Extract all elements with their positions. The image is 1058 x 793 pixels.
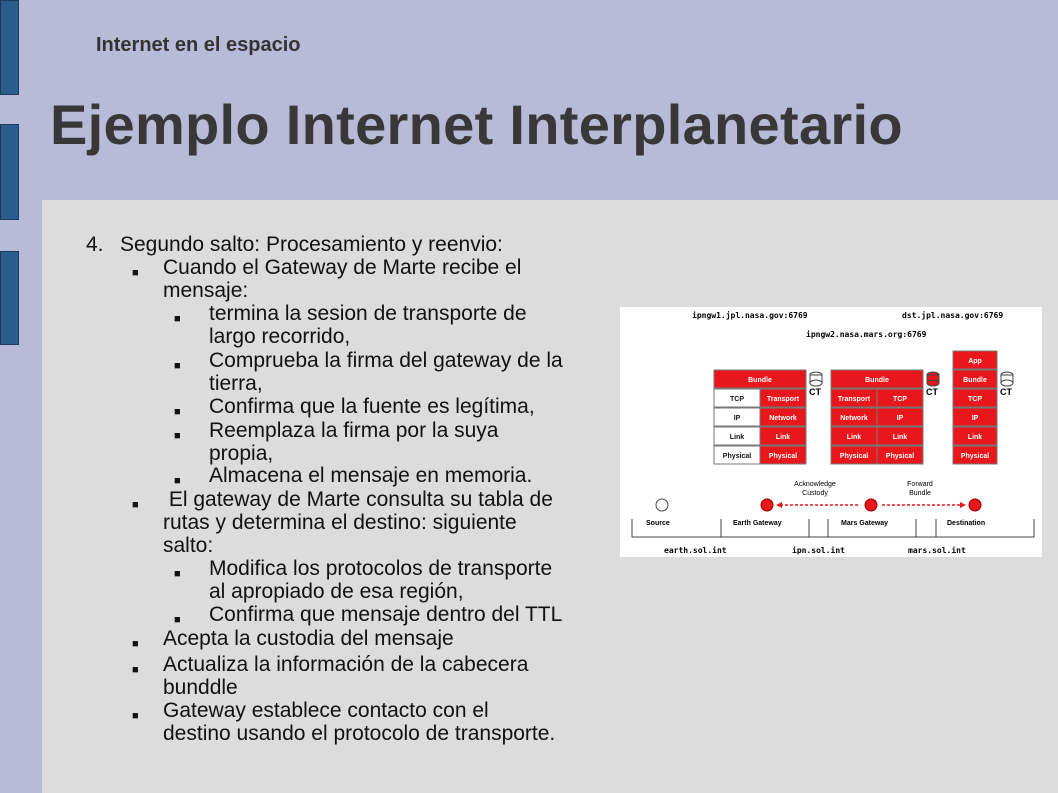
ct-label: CT (926, 387, 938, 397)
list-item-cont: salto: (163, 534, 214, 557)
node-label: Destination (947, 520, 986, 527)
slide-subtitle: Internet en el espacio (96, 34, 301, 56)
bullet-icon: ■ (132, 710, 139, 722)
protocol-label: Physical (885, 453, 915, 460)
protocol-label: Network (769, 415, 797, 422)
protocol-label: Link (846, 434, 862, 441)
item-heading: Segundo salto: Procesamiento y reenvio: (120, 233, 503, 256)
sub-list-item: Almacena el mensaje en memoria. (209, 464, 533, 487)
destination-stack (953, 351, 1013, 464)
sub-list-item: Confirma que la fuente es legítima, (209, 395, 535, 418)
list-item: Gateway establece contacto con el (163, 699, 489, 722)
node-label: Earth Gateway (733, 520, 782, 527)
bullet-icon: ■ (132, 638, 139, 650)
protocol-label: Physical (722, 453, 752, 460)
mars-gateway-node (865, 499, 877, 511)
side-accent-bar-middle (0, 124, 19, 220)
list-item-cont: destino usando el protocolo de transporte. (163, 722, 556, 745)
earth-gateway-node (761, 499, 773, 511)
protocol-label: TCP (893, 396, 907, 403)
protocol-label: Physical (768, 453, 798, 460)
protocol-label: IP (733, 415, 741, 422)
protocol-label: Transport (766, 396, 800, 403)
slide-title: Ejemplo Internet Interplanetario (50, 93, 903, 156)
dtn-architecture-diagram (620, 307, 1042, 557)
bullet-icon: ■ (174, 614, 181, 626)
bullet-icon: ■ (174, 313, 181, 325)
stack-label: Bundle (865, 377, 889, 384)
ct-label: CT (1000, 387, 1012, 397)
source-node (656, 499, 668, 511)
sub-list-item-cont: propia, (209, 442, 274, 465)
list-item-cont: mensaje: (163, 279, 249, 302)
acknowledge-label: Acknowledge (794, 481, 836, 488)
region-label: ipn.sol.int (792, 546, 845, 555)
list-item: El gateway de Marte consulta su tabla de (163, 488, 553, 511)
destination-node (969, 499, 981, 511)
protocol-label: Link (775, 434, 791, 441)
bullet-icon: ■ (132, 499, 139, 511)
sub-list-item: Confirma que mensaje dentro del TTL (209, 603, 563, 626)
protocol-label: Physical (960, 453, 990, 460)
sub-list-item: termina la sesion de transporte de (209, 302, 527, 325)
forward-label: Bundle (909, 490, 931, 497)
bullet-icon: ■ (132, 664, 139, 676)
stack-label: App (968, 358, 982, 365)
protocol-label: Link (892, 434, 908, 441)
sub-list-item-cont: largo recorrido, (209, 325, 351, 348)
protocol-label: IP (896, 415, 904, 422)
list-item: Cuando el Gateway de Marte recibe el (163, 256, 522, 279)
sub-list-item-cont: al apropiado de esa región, (209, 580, 464, 603)
bullet-icon: ■ (132, 267, 139, 279)
region-label: mars.sol.int (908, 546, 966, 555)
protocol-label: TCP (730, 396, 744, 403)
protocol-label: TCP (968, 396, 982, 403)
bullet-icon: ■ (174, 475, 181, 487)
top-label-mars: ipngw2.nasa.mars.org:6769 (806, 330, 927, 339)
region-label: earth.sol.int (664, 546, 727, 555)
side-accent-bar-bottom (0, 251, 19, 345)
sub-list-item: Modifica los protocolos de transporte (209, 557, 553, 580)
mars-gateway-stack (831, 370, 939, 464)
node-label: Mars Gateway (841, 520, 889, 527)
side-accent-bar-top (0, 0, 19, 95)
stack-label: Bundle (963, 377, 987, 384)
protocol-label: Transport (837, 396, 871, 403)
sub-list-item-cont: tierra, (209, 372, 263, 395)
list-item: Actualiza la información de la cabecera (163, 653, 529, 676)
item-number: 4. (86, 233, 104, 256)
bullet-icon: ■ (174, 406, 181, 418)
sub-list-item: Comprueba la firma del gateway de la (209, 349, 563, 372)
bullet-icon: ■ (174, 360, 181, 372)
earth-gateway-stack (714, 370, 822, 464)
list-item-cont: bunddle (163, 676, 238, 699)
protocol-label: Link (967, 434, 983, 441)
forward-label: Forward (907, 481, 933, 488)
node-label: Source (646, 520, 670, 527)
protocol-label: IP (971, 415, 979, 422)
top-label-destination: dst.jpl.nasa.gov:6769 (902, 311, 1004, 320)
sub-list-item: Reemplaza la firma por la suya (209, 419, 499, 442)
top-label-earth: ipngw1.jpl.nasa.gov:6769 (692, 311, 808, 320)
ct-label: CT (809, 387, 821, 397)
bullet-icon: ■ (174, 568, 181, 580)
protocol-label: Physical (839, 453, 869, 460)
stack-label: Bundle (748, 377, 772, 384)
protocol-label: Network (840, 415, 868, 422)
bullet-icon: ■ (174, 430, 181, 442)
protocol-label: Link (729, 434, 745, 441)
list-item: Acepta la custodia del mensaje (163, 627, 454, 650)
acknowledge-label: Custody (802, 490, 828, 497)
list-item-cont: rutas y determina el destino: siguiente (163, 511, 517, 534)
